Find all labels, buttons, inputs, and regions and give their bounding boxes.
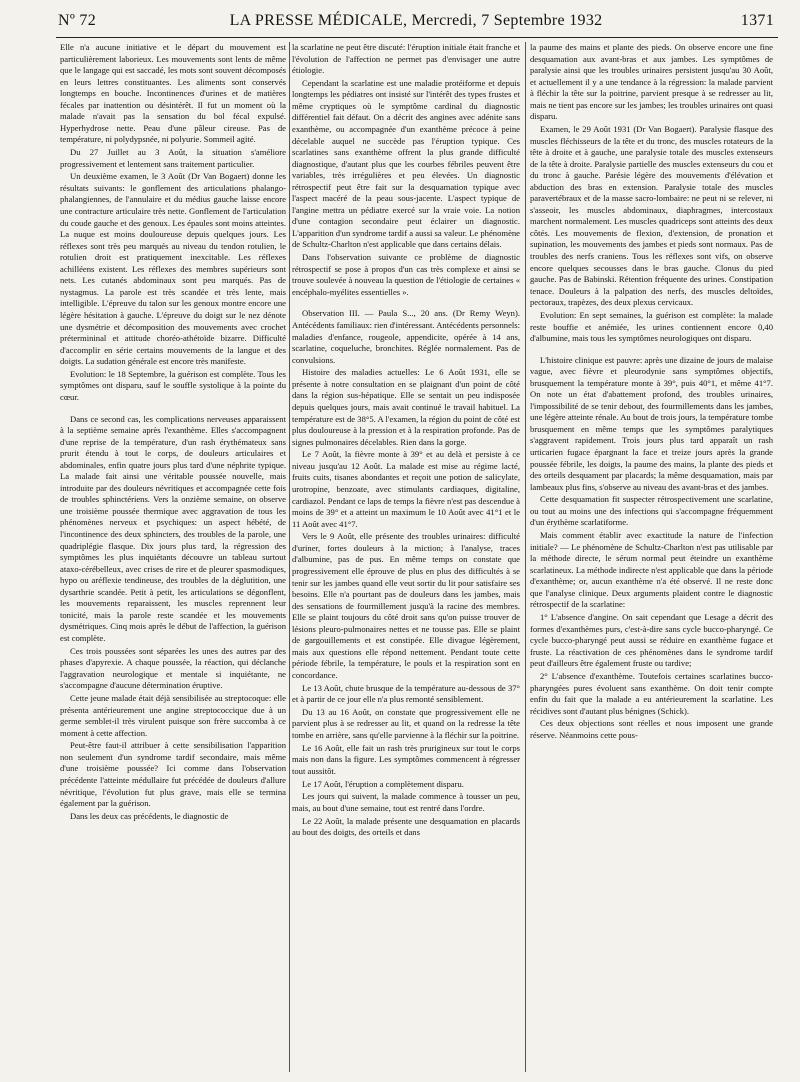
column-2 — [292, 42, 520, 1078]
paragraph: Le 13 Août, chute brusque de la température au-dessous de 37° et à partir de ce jour elle n'a plus remonté sensiblement. — [292, 682, 520, 705]
column-divider — [525, 42, 526, 1072]
paragraph: Dans l'observation suivante ce problème de diagnostic rétrospectif se pose à propos d'un cas très complexe et ainsi se trouve soulevée à nouveau la question de l'étiologie de certaines « encéphalo-myélites essentielles ». — [292, 252, 520, 297]
paragraph: Ces trois poussées sont séparées les unes des autres par des phases d'apyrexie. A chaque poussée, la réaction, qui déclanche l'aggravation neurologique et mentale si inquiétante, ne s'accompagne d'aucune détermination éruptive. — [60, 645, 286, 691]
paragraph: Dans ce second cas, les complications nerveuses apparaissent à la septième semaine après l'exanthème. Elles s'accompagnent d'une reprise de la température, d'un rash érythémateux sans prurit étendu à tout le corps, de douleurs articulaires et abdominales, enfin quatre jours plus tard d'une néphrite typique. La malade fait ainsi une véritable poussée nouvelle, mais introduite par des douleurs névritiques et accompagnée cette fois de troubles sphinctériens. Vers la onzième semaine, on observe une troisième poussée thermique avec aggravation de tous les phénomènes nerveux et psychiques: un aspect hébété, de l'incontinence des deux sphincters, des troubles de la parole, une quadriplégie flasque. Dix jours plus tard, la régression des symptômes les plus inquiétants découvre un tableau surtout ataxo-cérébelleux, avec crises de rire et de pleurer spasmodiques, hypo ou aréflexie tendineuse, des troubles de la déglutition, une dysarthrie scandée. Petit à petit, les articulations se dégonflent, les mouvements reparaissent, les muscles reprennent leur tonicité, mais la parole reste scandée et les mouvements dysmétriques. Cinq mois après le début de l'affection, la guérison est complète. — [60, 413, 286, 643]
paragraph: Un deuxième examen, le 3 Août (Dr Van Bogaert) donne les résultats suivants: le gonflement des articulations phalango-phalangiennes, de l'annulaire et du médius gauche laisse encore une contracture articulaire très nette. Gonflement de l'articulation du coude gauche et des genoux. Les épaules sont moins atteintes. La nuque est moins douloureuse depuis quelques jours. Les réflexes sont très peu marqués au niveau du tendon rotulien, le rotulien droit est pratiquement inexcitable. Les réflexes achilléens existent. Les réflexes des membres supérieurs sont nets. Les cutanés abdominaux sont peu marqués. Pas de nystagmus. La parole est très scandée et très lente, mais intelligible. L'épreuve du talon sur les genoux montre encore une légère hésitation à gauche. L'épreuve du doigt sur le nez dénote une dysmétrie et décomposition des mouvements avec crochet prétermininal et attitude choréo-athétoïde bizarre. Difficulté d'accomplir en série certains mouvements de la langue et des doigts. La sudation générale est encore très manifeste. — [60, 171, 286, 367]
paragraph: Dans les deux cas précédents, le diagnostic de — [70, 810, 229, 821]
paragraph: 2° L'absence d'exanthème. Toutefois certaines scarlatines bucco-pharyngées pures évoluent sans exanthème. On doit tenir compte enfin du fait que la malade a eu antérieurement la scarlatine. Les récidives sont d'autant plus bénignes (Schick). — [530, 671, 773, 716]
page-number: 1371 — [740, 12, 774, 29]
observation-heading: Observation III. — Paula S..., 20 ans. (Dr Remy Weyn). Antécédents familiaux: rien d'intéressant. Antécédents personnels: maladies d'enfance, rougeole, appendicite, opérée à 14 ans, scarlatine, coqueluche, bronchites. Réglée normalement. Pas de convulsions. — [292, 308, 520, 365]
paragraph: L'histoire clinique est pauvre: après une dizaine de jours de malaise vague, avec fièvre et pleurodynie sans symptômes objectifs, brusquement la température monte à 39°, puis 40°1, et même 41°7. On note un état d'abattement profond, des troubles urinaires, l'impossibilité de se tenir debout, des fourmillements dans les jambes, une légère atteinte rénale. Au bout de trois jours, la température tombe brusquement en même temps que les symptômes paralytiques s'aggravent rapidement. Trois jours plus tard apparaît un rash urticarien fugace épargnant la face et treize jours après la grande poussée fébrile, les doigts, la paume des mains, la plante des pieds et des orteils desquament par placards; la même desquamation, mais par lambeaux plus fins, s'observe au niveau des avant-bras et des jambes. — [530, 354, 773, 492]
paragraph: Histoire des maladies actuelles: Le 6 Août 1931, elle se présente à notre consultation en se plaignant d'un point de côté dans la région sus-hépatique. Elle se sentait un peu indisposée depuis quelques jours, mais avait continué le travail habituel. La température est de 38°5. A l'examen, la région du point de côté est plus douloureuse à la pression et à la respiration profonde. Pas de signes pulmonaires décelables. Rien dans la gorge. — [292, 367, 520, 447]
paragraph: Du 13 au 16 Août, on constate que progressivement elle ne parvient plus à se redresser au lit, et quand on la redresse la tête tombe en arrière, sans qu'elle parvienne à la fléchir sur la poitrine. — [292, 706, 520, 741]
paragraph: Le 17 Août, l'éruption a complètement disparu. — [302, 778, 464, 789]
paragraph: Elle n'a aucune initiative et le départ du mouvement est particulièrement laborieux. Les mouvements sont lents de même que le langage qui est saccadé, les mots sont souvent décomposés en leurs lettres constituantes. Les aliments sont conservés longtemps en bouche. Incontinences d'urines et de matières fécales par inattention ou désintérêt. Il fut un moment où la malade n'avait pas la sensation du bol fécal expulsé. Hyperhydrose nette. Peau d'une pâleur cireuse. Pas de température, ni polydypsnée, ni polyurie. Sommeil agité. — [60, 42, 286, 145]
paragraph: Les jours qui suivent, la malade commence à tousser un peu, mais, au bout d'une semaine, tout est rentré dans l'ordre. — [292, 791, 520, 813]
paragraph: la paume des mains et plante des pieds. On observe encore une fine desquamation aux avant-bras et aux jambes. Les symptômes de paralysie ainsi que les troubles urinaires persistent jusqu'au 30 Août, et actuellement il y a une tendance à la régression: la malade parvient à fléchir la tête sur la poitrine, parvient presque à se redresser au lit, mais ne tient pas encore sur les jambes; les troubles urinaires ont quasi disparu. — [530, 42, 773, 122]
paragraph: Evolution: En sept semaines, la guérison est complète: la malade reste bouffie et anémiée, les urines contiennent encore 0,40 d'albumine, mais tous les symptômes neurologiques ont disparu. — [530, 309, 773, 344]
paragraph: Vers le 9 Août, elle présente des troubles urinaires: difficulté d'uriner, fortes douleurs à la miction; à l'analyse, traces d'albumine, pas de pus. En même temps on constate que progressivement elle éprouve de plus en plus des difficultés à se tenir sur les jambes quand elle veut sortir du lit pour satisfaire ses besoins. Elle n'a pourtant pas de douleurs dans les jambes, mais des sensations de fourmillement jusqu'à la racine des membres. Elle se plaint toujours du côté droit sans qu'on puisse trouver de lésions pleuro-pulmonaires nettes et ne tousse pas. Elle se plaint de gargouillements et est constipée. Elle divague légèrement, mais aux questions elle répond nettement. Pendant toute cette période fébrile, la température, le pouls et la respiration sont en concordance. — [292, 531, 520, 680]
paragraph: Cette jeune malade était déjà sensibilisée au streptocoque: elle présenta antérieurement une angine streptococcique due à un germe semblet-il très virulent puisque son frère succomba à ce moment à cette affection. — [60, 693, 286, 738]
paragraph: Ces deux objections sont réelles et nous imposent une grande réserve. Néanmoins cette pous- — [530, 718, 773, 741]
paragraph: Le 16 Août, elle fait un rash très prurigineux sur tout le corps mais non dans la figure. Les symptômes commencent à régresser tout aussitôt. — [292, 742, 520, 776]
paragraph: 1° L'absence d'angine. On sait cependant que Lesage a décrit des formes d'exanthèmes purs, c'est-à-dire sans cycle bucco-pharyngé. Ce cycle bucco-pharyngé peut aussi se réduire en exanthème fugace et fruste. La réactivation de ces phénomènes dans le syndrome tardif peut d'ailleurs être également fruste ou tardive; — [530, 612, 773, 669]
paragraph: Du 27 Juillet au 3 Août, la situation s'améliore progressivement et lentement sans traitement particulier. — [60, 147, 286, 169]
paragraph: la scarlatine ne peut être discuté: l'éruption initiale était franche et l'évolution de l'affection ne permet pas d'envisager une autre étiologie. — [292, 42, 520, 76]
paragraph: Le 7 Août, la fièvre monte à 39° et au delà et persiste à ce niveau jusqu'au 12 Août. La malade est mise au régime lacté, fruits cuits, tisanes abondantes et reçoit une potion de salicylate, urotropine, benzoate, avec stimulants cardiaques, digitaline, cardiazol. Pendant ce laps de temps la fièvre n'est pas descendue à moins de 39° et a atteint un maximum le 10 Août avec 41°1 et le 11 Août avec 41°7. — [292, 449, 520, 529]
column-3 — [530, 42, 773, 1078]
paragraph: Examen, le 29 Août 1931 (Dr Van Bogaert). Paralysie flasque des muscles fléchisseurs de la tête et du tronc, des muscles rotateurs de la tête à droite et à gauche, une paralysie totale des muscles extenseurs de la tête à droite. Paralysie partielle des muscles extenseurs du cou et du tronc à gauche. Parésie légère des mouvements d'élévation et abduction des bras en extension. Paralysie totale des muscles paravertébraux et de la masse sacro-lombaire: ne peut ni se relever, ni s'asseoir, les muscles abdominaux, diaphragmes, intercostaux marchent normalement. Les muscles quadriceps sont atteints des deux côtés. Les mouvements de flexion, d'extension, de pronation et supination, les mouvements des jambes et pieds sont normaux. Pas de troubles des nerfs craniens. Tous les réflexes sont vifs, on observe encore quelques secousses dans le bras gauche. Clonus du pied gauche. Pas de Babinski. Rétention fréquente des urines. Constipation tenace. Douleurs à la palpation des nerfs, des muscles deltoïdes, pectoraux, trapèzes, des deux plexus cervicaux. — [530, 124, 773, 308]
column-divider — [289, 42, 290, 1072]
journal-title: LA PRESSE MÉDICALE, Mercredi, 7 Septembre 1932 — [229, 12, 603, 29]
column-1 — [60, 42, 286, 1078]
header-rule — [56, 37, 778, 38]
paragraph: Evolution: le 18 Septembre, la guérison est complète. Tous les symptômes ont disparu, sauf le souffle systolique à la pointe du cœur. — [60, 368, 286, 402]
paragraph: Mais comment établir avec exactitude la nature de l'infection initiale? — Le phénomène de Schultz-Charlton n'est pas utilisable par la méthode directe, le sérum normal peut éteindre un exanthème scarlatineux. La méthode indirecte n'est applicable que dans la période d'exanthème; or, aucun exanthème n'a été observé. Il ne reste donc que l'analyse clinique. Deux arguments plaident contre le diagnostic rétrospectif de la scarlatine: — [530, 530, 773, 610]
paragraph: Cependant la scarlatine est une maladie protéiforme et depuis longtemps les pédiatres ont insisté sur l'intérêt des types frustes et même cryptiques où le symptôme cardinal du diagnostic différentiel fait défaut. On a décrit des angines avec adénite sans exanthème, ou accompagnée d'un exanthème précoce à peine décelable auquel ne succède pas l'éruption typique. Ces scarlatines sans exanthème offrent la plus grande difficulté diagnostique, d'autant plus que les courbes fébriles peuvent être variables, très irrégulières et peu élevées. Un diagnostic rétrospectif peut être fait sur la desquamation typique avec l'aspect macéré de la peau sous-jacente. L'aspect typique de l'angine mettra un pédiatre exercé sur la vraie voie. La notion d'une contagion secondaire peut éclairer un diagnostic. L'apparition d'un syndrome tardif a aussi sa valeur. Le phénomène de Schultz-Charlton n'est applicable que dans certains délais. — [292, 77, 520, 250]
running-header — [58, 8, 774, 32]
paragraph: Peut-être faut-il attribuer à cette sensibilisation l'apparition non seulement d'un syndrome tardif secondaire, mais même d'une troisième poussée? Ici comme dans l'observation précédente l'atteinte médullaire fut précédée de douleurs d'allure névritique, l'évolution fut plus grave, mais elle se termina également par la guérison. — [60, 740, 286, 809]
paragraph: Le 22 Août, la malade présente une desquamation en placards au bout des doigts, des orteils et dans — [292, 815, 520, 838]
issue-number: Nº 72 — [58, 12, 97, 29]
paragraph: Cette desquamation fit suspecter rétrospectivement une scarlatine, ou tout au moins une des infections qui s'accompagne fréquemment d'un érythème scarlatiforme. — [530, 494, 773, 528]
